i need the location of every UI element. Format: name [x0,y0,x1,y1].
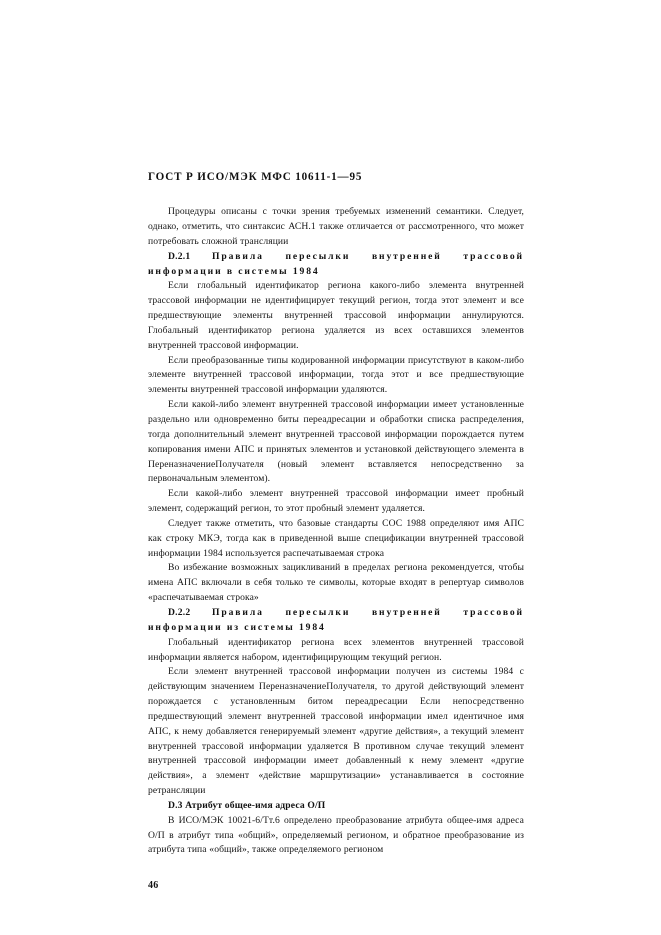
heading-d-2-2-label: Правила пересылки внутренней трассовой информации из системы 1984 [148,606,524,633]
heading-d-2-2 [148,606,524,636]
heading-d-2-1-number: D.2.1 [168,250,191,262]
paragraph-d-2-2-1: Глобальный идентификатор региона всех элементов внутренней трассовой информации является набором, идентифицирующим текущий регион. [148,636,524,663]
paragraph-d-2-1-1: Если глобальный идентификатор региона какого-либо элемента внутренней трассовой информации не идентифицирует текущий регион, тогда этот элемент и все предшествующие элементы внутренней трассовой информации аннулируются. Глобальный идентификатор региона удаляется из всех оставшихся элементов внутренней трассовой информации. [148,280,524,351]
heading-d-2-1-label: Правила пересылки внутренней трассовой информации в системы 1984 [148,250,524,277]
heading-d-2-1 [148,250,524,280]
paragraph-d-2-1-5: Следует также отметить, что базовые стандарты СОС 1988 определяют имя АПС как строку МКЭ, тогда как в приведенной выше спецификации внутренней трассовой информации 1984 используется распечатываемая строка [148,517,524,559]
running-head: ГОСТ Р ИСО/МЭК МФС 10611-1—95 [148,171,363,183]
paragraph-d-2-1-2: Если преобразованные типы кодированной информации присутствуют в каком-либо элементе внутренней трассовой информации, тогда этот и все предшествующие элементы внутренней трассовой информации удаляются. [148,354,524,396]
page-number: 46 [148,880,159,892]
paragraph-intro: Процедуры описаны с точки зрения требуемых изменений семантики. Следует, однако, отметить, что синтаксис АСН.1 также отличается от рассмотренного, что может потребовать сложной трансляции [148,206,524,247]
heading-d-2-2-number: D.2.2 [168,606,191,618]
paragraph-d-2-2-2: Если элемент внутренней трассовой информации получен из системы 1984 с действующим значением ПереназначениеПолучателя, то другой действующий элемент порождается с установленным битом переадресации Если непосредственно предшествующий элемент внутренней трассовой информации имел идентичное имя АПС, к нему добавляется генерируемый элемент «другие действия», а текущий элемент внутренней трассовой информации удаляется В противном случае текущий элемент внутренней трассовой информации имеет добавленный к нему элемент «другие действия», а элемент «действие маршрутизации» устанавливается в состояние ретрансляции [148,666,524,797]
heading-d-3: D.3 Атрибут общее-имя адреса О/П [168,799,326,811]
page-content [148,171,524,891]
paragraph-d-2-1-3: Если какой-либо элемент внутренней трассовой информации имеет установленные раздельно или одновременно биты переадресации и обработки списка распределения, тогда дополнительный элемент внутренней трассовой информации порождается путем копирования имени АПС и принятых элементов и установкой действующего элемента в ПереназначениеПолучателя (новый элемент вставляется непосредственно за первоначальным элементом). [148,399,524,485]
paragraph-d-2-1-6: Во избежание возможных зацикливаний в пределах региона рекомендуется, чтобы имена АПС включали в себя только те символы, которые входят в репертуар символов «распечатываемая строка» [148,562,524,604]
paragraph-d-2-1-4: Если какой-либо элемент внутренней трассовой информации имеет пробный элемент, содержащий регион, то этот пробный элемент удаляется. [148,488,524,515]
paragraph-d-3-1: В ИСО/МЭК 10021-6/Тт.6 определено преобразование атрибута общее-имя адреса О/П в атрибут типа «общий», определяемый регионом, и обратное преобразование из атрибута типа «общий», также определяемого регионом [148,814,524,856]
